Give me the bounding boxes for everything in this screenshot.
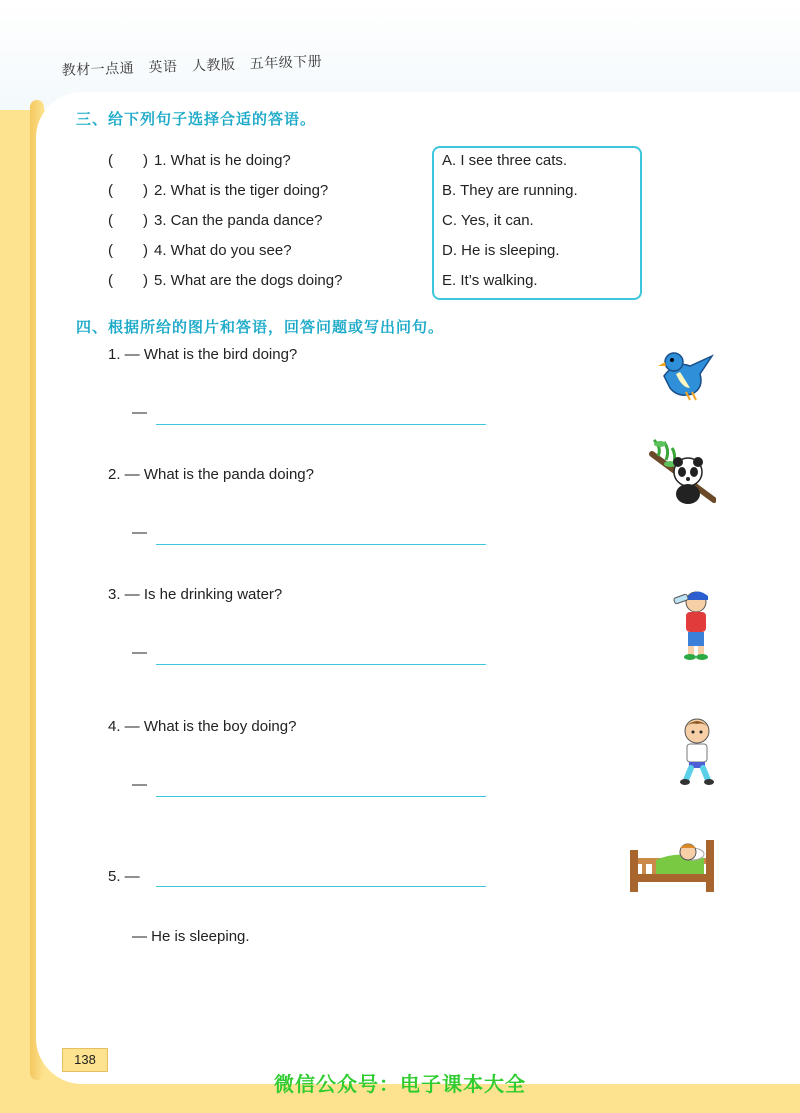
- book-title: 教材一点通: [61, 59, 135, 79]
- item-5-answer: — He is sleeping.: [132, 928, 250, 945]
- question-row: [108, 240, 292, 262]
- question-row: [108, 180, 328, 202]
- item-2-dash: —: [132, 524, 147, 541]
- answer-blank[interactable]: ( ): [108, 182, 148, 199]
- footer-watermark: 微信公众号：电子课本大全: [274, 1072, 526, 1096]
- question-text: 1. What is he doing?: [154, 152, 291, 169]
- boy-sleeping-icon: [628, 836, 716, 894]
- item-2-question: 2. — What is the panda doing?: [108, 466, 314, 483]
- question-text: 5. What are the dogs doing?: [154, 272, 343, 289]
- page-number: 138: [62, 1048, 108, 1072]
- item-3-question: 3. — Is he drinking water?: [108, 586, 283, 603]
- subject: 英语: [148, 57, 178, 75]
- item-1-dash: —: [132, 404, 147, 421]
- question-text: 4. What do you see?: [154, 242, 292, 259]
- boy-drinking-icon: [668, 586, 716, 660]
- answer-blank[interactable]: ( ): [108, 272, 148, 289]
- boy-walking-icon: [676, 716, 718, 786]
- edition: 人教版: [191, 55, 236, 74]
- section4-title: 四、根据所给的图片和答语，回答问题或写出问句。: [76, 318, 445, 336]
- item-1-answer-line[interactable]: [156, 424, 486, 425]
- grade: 五年级下册: [249, 52, 323, 72]
- answer-option: E. It’s walking.: [442, 272, 538, 289]
- answer-option: C. Yes, it can.: [442, 212, 534, 229]
- answer-option: B. They are running.: [442, 182, 578, 199]
- item-2-answer-line[interactable]: [156, 544, 486, 545]
- item-3-answer-line[interactable]: [156, 664, 486, 665]
- item-5-label: 5. —: [108, 868, 140, 885]
- section3-title: 三、给下列句子选择合适的答语。: [76, 110, 317, 128]
- answer-blank[interactable]: ( ): [108, 152, 148, 169]
- item-3-dash: —: [132, 644, 147, 661]
- item-4-answer-line[interactable]: [156, 796, 486, 797]
- bird-icon: [656, 342, 716, 402]
- item-4-question: 4. — What is the boy doing?: [108, 718, 297, 735]
- answer-option: D. He is sleeping.: [442, 242, 560, 259]
- question-row: [108, 270, 342, 292]
- answer-option: A. I see three cats.: [442, 152, 568, 169]
- answer-blank[interactable]: ( ): [108, 242, 148, 259]
- answer-blank[interactable]: ( ): [108, 212, 148, 229]
- question-row: [108, 150, 291, 172]
- question-row: [108, 210, 322, 232]
- item-1-question: 1. — What is the bird doing?: [108, 346, 298, 363]
- item-5-question-line[interactable]: [156, 886, 486, 887]
- question-text: 3. Can the panda dance?: [154, 212, 323, 229]
- item-4-dash: —: [132, 776, 147, 793]
- panda-icon: [648, 434, 716, 510]
- question-text: 2. What is the tiger doing?: [154, 182, 329, 199]
